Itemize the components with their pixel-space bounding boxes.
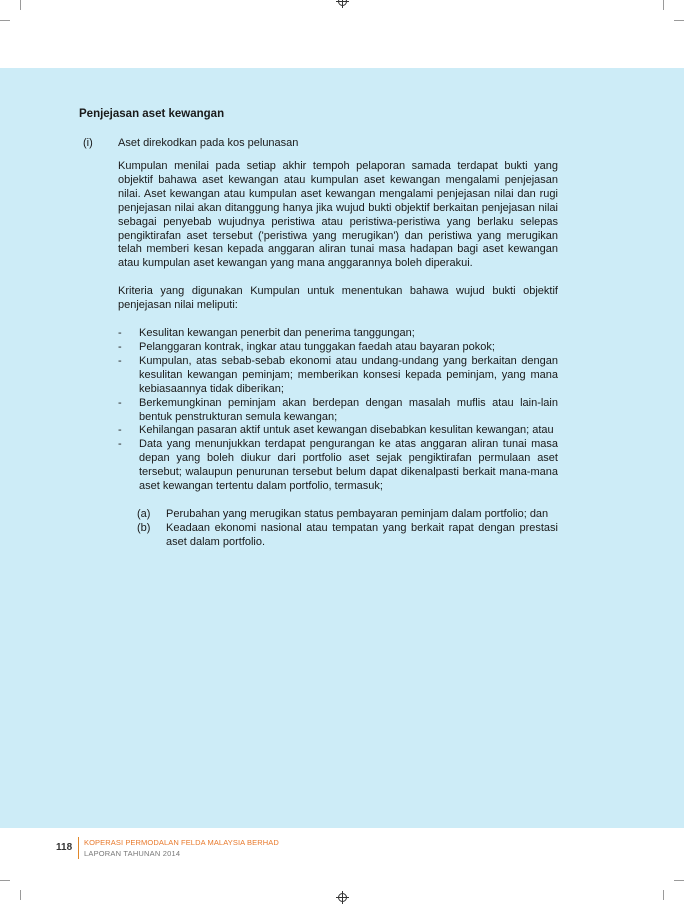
section-heading: Penjejasan aset kewangan bbox=[79, 108, 225, 120]
section-body bbox=[118, 160, 558, 550]
bullet-marker: - bbox=[118, 327, 122, 340]
paragraph-criteria: Kriteria yang digunakan Kumpulan untuk menentukan bahawa wujud bukti objektif penjejasan nilai meliputi: bbox=[118, 285, 558, 312]
sub-list-item bbox=[137, 508, 558, 522]
crop-mark bbox=[663, 0, 664, 10]
crop-mark bbox=[20, 0, 21, 10]
list-item-text: Berkemungkinan peminjam akan berdepan dengan masalah muflis atau lain-lain bentuk penstrukturan semula kewangan; bbox=[139, 396, 558, 423]
list-item-text: Data yang menunjukkan terdapat pengurangan ke atas anggaran aliran tunai masa depan yang boleh diukur dari portfolio aset sejak pengiktirafan permulaan aset tersebut; walaupun penurunan tersebut belum dapat dikenalpasti berkait mana-mana aset kewangan tertentu dalam portfolio, termasuk; bbox=[139, 438, 558, 493]
registration-mark-icon bbox=[338, 893, 347, 902]
sub-list-item bbox=[137, 522, 558, 550]
bullet-marker: - bbox=[118, 438, 122, 451]
list-item bbox=[118, 438, 558, 494]
bullet-marker: - bbox=[118, 354, 122, 367]
sub-list-text: Keadaan ekonomi nasional atau tempatan yang berkait rapat dengan prestasi aset dalam portfolio. bbox=[166, 521, 558, 548]
page-number: 118 bbox=[56, 842, 73, 853]
list-item bbox=[118, 397, 558, 425]
list-item bbox=[118, 341, 558, 355]
subsection-title: Aset direkodkan pada kos pelunasan bbox=[118, 137, 299, 149]
crop-mark bbox=[20, 890, 21, 900]
footer-divider bbox=[78, 837, 79, 859]
list-item-text: Kesulitan kewangan penerbit dan penerima tanggungan; bbox=[139, 327, 415, 340]
list-item bbox=[118, 327, 558, 341]
list-item-text: Kumpulan, atas sebab-sebab ekonomi atau undang-undang yang berkaitan dengan kesulitan kewangan peminjam; memberikan konsesi kepada peminjam, yang mana kebiasaannya tidak diberikan; bbox=[139, 354, 558, 395]
footer-organization: KOPERASI PERMODALAN FELDA MALAYSIA BERHAD bbox=[84, 838, 279, 847]
criteria-list bbox=[118, 327, 558, 494]
list-item-text: Kehilangan pasaran aktif untuk aset kewangan disebabkan kesulitan kewangan; atau bbox=[139, 424, 554, 437]
sub-list-text: Perubahan yang merugikan status pembayaran peminjam dalam portfolio; dan bbox=[166, 507, 549, 520]
crop-mark bbox=[0, 20, 10, 21]
list-item bbox=[118, 424, 558, 438]
sub-list-label: (b) bbox=[137, 521, 151, 534]
crop-mark bbox=[674, 20, 684, 21]
footer-report-title: LAPORAN TAHUNAN 2014 bbox=[84, 849, 181, 858]
crop-mark bbox=[663, 890, 664, 900]
portfolio-sublist bbox=[137, 508, 558, 550]
list-item-text: Pelanggaran kontrak, ingkar atau tunggakan faedah atau bayaran pokok; bbox=[139, 340, 495, 353]
paragraph-assessment: Kumpulan menilai pada setiap akhir tempoh pelaporan samada terdapat bukti yang objektif bahawa aset kewangan atau kumpulan aset kewangan mengalami penjejasan nilai. Aset kewangan atau kumpulan aset kewangan mengalami penjejasan nilai dan rugi penjejasan nilai akan ditanggung hanya jika wujud bukti objektif berkaitan penjejasan nilai sebagai penyebab wujudnya peristiwa atau peristiwa-peristiwa yang berlaku selepas pengiktirafan aset tersebut ('peristiwa yang merugikan') dan peristiwa yang merugikan telah memberi kesan kepada anggaran aliran tunai masa hadapan bagi aset kewangan atau kumpulan aset kewangan yang mana anggarannya boleh diperakui. bbox=[118, 160, 558, 270]
bullet-marker: - bbox=[118, 396, 122, 409]
registration-mark-icon bbox=[338, 0, 347, 6]
subsection-number: (i) bbox=[83, 137, 93, 149]
bullet-marker: - bbox=[118, 424, 122, 437]
list-item bbox=[118, 355, 558, 397]
crop-mark bbox=[674, 880, 684, 881]
crop-mark bbox=[0, 880, 10, 881]
bullet-marker: - bbox=[118, 340, 122, 353]
sub-list-label: (a) bbox=[137, 507, 151, 520]
